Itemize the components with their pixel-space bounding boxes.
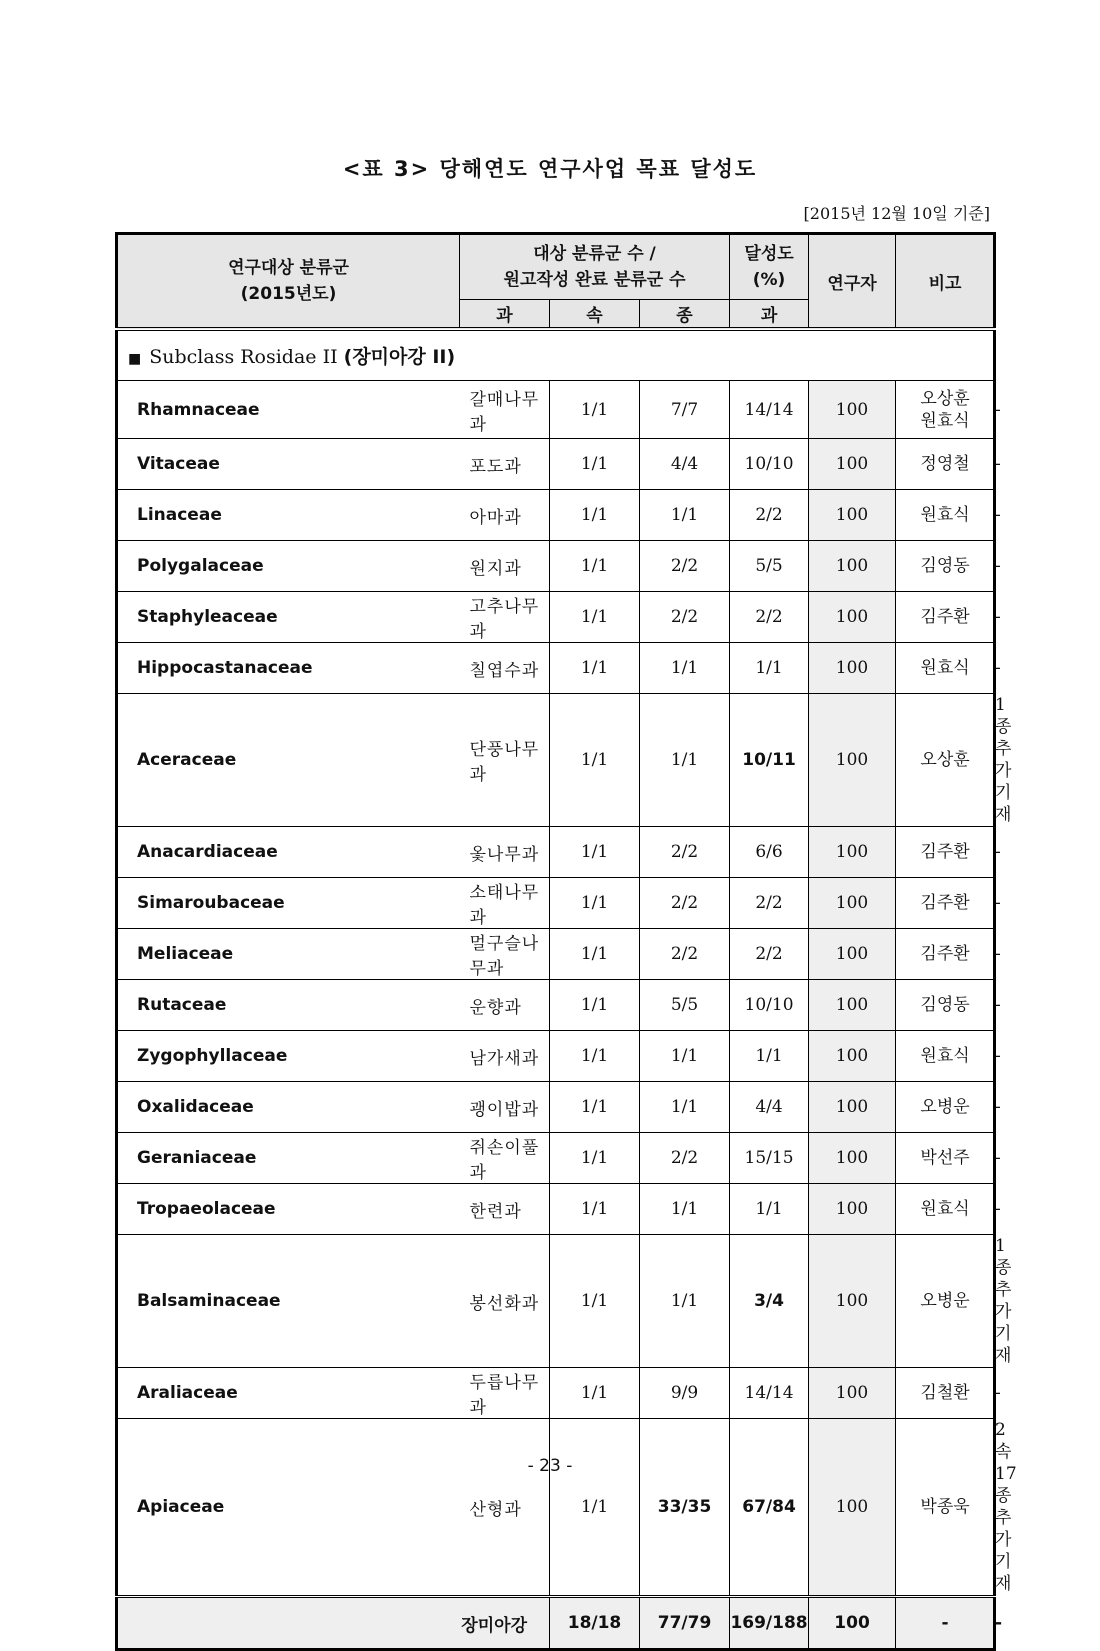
researcher-cell bbox=[896, 1235, 995, 1368]
total-row: 장미아강 18/18 77/79 169/188 100 - - bbox=[117, 1597, 995, 1650]
section-bullet-icon: ■ bbox=[128, 351, 142, 367]
researcher-cell bbox=[896, 980, 995, 1031]
family-name: Rhamnaceae bbox=[117, 381, 460, 439]
genus-count: 2/2 bbox=[640, 929, 730, 980]
researcher-name: 오병운 bbox=[920, 1291, 970, 1311]
family-name: Zygophyllaceae bbox=[117, 1031, 460, 1082]
table-row: Aceraceae 단풍나무과 1/1 1/1 10/11 100 오상훈 1종 추가 기재 bbox=[117, 694, 995, 827]
family-name: Meliaceae bbox=[117, 929, 460, 980]
total-family-count: 18/18 bbox=[550, 1597, 640, 1650]
table-row: Linaceae 아마과 1/1 1/1 2/2 100 원효식 - bbox=[117, 490, 995, 541]
researcher-cell bbox=[896, 1419, 995, 1597]
family-count: 1/1 bbox=[550, 1419, 640, 1597]
header-year: (2015년도) bbox=[240, 284, 337, 304]
achievement-rate: 100 bbox=[809, 490, 896, 541]
genus-count: 4/4 bbox=[640, 439, 730, 490]
header-remarks: 비고 bbox=[896, 234, 995, 330]
species-count: 2/2 bbox=[730, 490, 809, 541]
family-count: 1/1 bbox=[550, 381, 640, 439]
achievement-rate: 100 bbox=[809, 1184, 896, 1235]
family-korean: 단풍나무과 bbox=[460, 694, 550, 827]
achievement-rate: 100 bbox=[809, 1368, 896, 1419]
family-name: Anacardiaceae bbox=[117, 827, 460, 878]
researcher-name: 오상훈 bbox=[920, 388, 970, 409]
achievement-rate: 100 bbox=[809, 592, 896, 643]
genus-count: 2/2 bbox=[640, 541, 730, 592]
genus-count: 2/2 bbox=[640, 827, 730, 878]
table-row: Oxalidaceae 괭이밥과 1/1 1/1 4/4 100 오병운 - bbox=[117, 1082, 995, 1133]
researcher-name: 김주환 bbox=[920, 944, 970, 964]
researcher-name: 원효식 bbox=[920, 658, 970, 678]
species-count: 6/6 bbox=[730, 827, 809, 878]
family-count: 1/1 bbox=[550, 439, 640, 490]
header-sub-genus: 속 bbox=[550, 300, 640, 330]
table-row: Zygophyllaceae 남가새과 1/1 1/1 1/1 100 원효식 - bbox=[117, 1031, 995, 1082]
achievement-rate: 100 bbox=[809, 694, 896, 827]
header-sub-rate: 과 bbox=[730, 300, 809, 330]
family-name: Araliaceae bbox=[117, 1368, 460, 1419]
achievement-rate: 100 bbox=[809, 1419, 896, 1597]
table-row: Balsaminaceae 봉선화과 1/1 1/1 3/4 100 오병운 1종 추가 기재 bbox=[117, 1235, 995, 1368]
family-name: Apiaceae bbox=[117, 1419, 460, 1597]
table-row: Araliaceae 두릅나무과 1/1 9/9 14/14 100 김철환 - bbox=[117, 1368, 995, 1419]
researcher-cell bbox=[896, 1082, 995, 1133]
species-count: 10/10 bbox=[730, 439, 809, 490]
family-count: 1/1 bbox=[550, 1031, 640, 1082]
family-name: Geraniaceae bbox=[117, 1133, 460, 1184]
family-count: 1/1 bbox=[550, 643, 640, 694]
header-rate-line2: (%) bbox=[752, 270, 786, 290]
header-researcher: 연구자 bbox=[809, 234, 896, 330]
family-count: 1/1 bbox=[550, 490, 640, 541]
family-count: 1/1 bbox=[550, 694, 640, 827]
family-korean: 소태나무과 bbox=[460, 878, 550, 929]
researcher-name-2: 원효식 bbox=[920, 410, 970, 431]
family-count: 1/1 bbox=[550, 980, 640, 1031]
family-korean: 옻나무과 bbox=[460, 827, 550, 878]
species-count: 2/2 bbox=[730, 929, 809, 980]
family-name: Oxalidaceae bbox=[117, 1082, 460, 1133]
family-count: 1/1 bbox=[550, 1133, 640, 1184]
researcher-cell bbox=[896, 1133, 995, 1184]
researcher-cell bbox=[896, 381, 995, 439]
researcher-cell bbox=[896, 541, 995, 592]
researcher-cell bbox=[896, 878, 995, 929]
family-name: Simaroubaceae bbox=[117, 878, 460, 929]
achievement-rate: 100 bbox=[809, 878, 896, 929]
researcher-name: 원효식 bbox=[920, 1046, 970, 1066]
researcher-name: 원효식 bbox=[920, 505, 970, 525]
table-row: Tropaeolaceae 한련과 1/1 1/1 1/1 100 원효식 - bbox=[117, 1184, 995, 1235]
header-group bbox=[117, 234, 460, 330]
researcher-cell bbox=[896, 439, 995, 490]
genus-count: 2/2 bbox=[640, 592, 730, 643]
family-korean: 쥐손이풀과 bbox=[460, 1133, 550, 1184]
achievement-rate: 100 bbox=[809, 1031, 896, 1082]
header-sub-family: 과 bbox=[460, 300, 550, 330]
family-name: Tropaeolaceae bbox=[117, 1184, 460, 1235]
researcher-name: 김주환 bbox=[920, 842, 970, 862]
species-count: 67/84 bbox=[730, 1419, 809, 1597]
page-number: - 23 - bbox=[527, 1456, 573, 1476]
achievement-rate: 100 bbox=[809, 643, 896, 694]
total-researcher: - bbox=[896, 1597, 995, 1650]
family-name: Hippocastanaceae bbox=[117, 643, 460, 694]
species-count: 14/14 bbox=[730, 381, 809, 439]
achievement-table bbox=[115, 232, 1017, 1651]
header-group-label: 연구대상 분류군 bbox=[228, 258, 349, 278]
researcher-name: 박종욱 bbox=[920, 1497, 970, 1517]
family-count: 1/1 bbox=[550, 1235, 640, 1368]
species-count: 14/14 bbox=[730, 1368, 809, 1419]
family-count: 1/1 bbox=[550, 1184, 640, 1235]
researcher-cell bbox=[896, 929, 995, 980]
family-count: 1/1 bbox=[550, 592, 640, 643]
researcher-name: 정영철 bbox=[920, 454, 970, 474]
genus-count: 1/1 bbox=[640, 643, 730, 694]
date-note: [2015년 12월 10일 기준] bbox=[803, 204, 990, 223]
table-row: Polygalaceae 원지과 1/1 2/2 5/5 100 김영동 - bbox=[117, 541, 995, 592]
table-title: <표 3> 당해연도 연구사업 목표 달성도 bbox=[342, 157, 758, 181]
species-count: 1/1 bbox=[730, 1184, 809, 1235]
header-rate-line1: 달성도 bbox=[744, 244, 794, 264]
family-korean: 산형과 bbox=[460, 1419, 550, 1597]
table-row: Apiaceae 산형과 1/1 33/35 67/84 100 박종욱 2속 17종 추가 기재 bbox=[117, 1419, 995, 1597]
achievement-rate: 100 bbox=[809, 381, 896, 439]
family-name: Vitaceae bbox=[117, 439, 460, 490]
researcher-name: 오병운 bbox=[920, 1097, 970, 1117]
header-rate bbox=[730, 234, 809, 300]
family-korean: 멀구슬나무과 bbox=[460, 929, 550, 980]
family-korean: 괭이밥과 bbox=[460, 1082, 550, 1133]
genus-count: 1/1 bbox=[640, 694, 730, 827]
family-name: Staphyleaceae bbox=[117, 592, 460, 643]
genus-count: 2/2 bbox=[640, 878, 730, 929]
researcher-cell bbox=[896, 643, 995, 694]
header-counts bbox=[460, 234, 730, 300]
family-count: 1/1 bbox=[550, 878, 640, 929]
genus-count: 2/2 bbox=[640, 1133, 730, 1184]
researcher-cell bbox=[896, 1184, 995, 1235]
family-korean: 갈매나무과 bbox=[460, 381, 550, 439]
family-korean: 원지과 bbox=[460, 541, 550, 592]
genus-count: 1/1 bbox=[640, 1184, 730, 1235]
table-row: Geraniaceae 쥐손이풀과 1/1 2/2 15/15 100 박선주 - bbox=[117, 1133, 995, 1184]
header-counts-line1: 대상 분류군 수 / bbox=[533, 244, 656, 264]
species-count: 5/5 bbox=[730, 541, 809, 592]
family-korean: 남가새과 bbox=[460, 1031, 550, 1082]
section-label: Subclass Rosidae II bbox=[149, 346, 338, 368]
family-name: Aceraceae bbox=[117, 694, 460, 827]
species-count: 1/1 bbox=[730, 643, 809, 694]
species-count: 10/11 bbox=[730, 694, 809, 827]
researcher-name: 원효식 bbox=[920, 1199, 970, 1219]
section-korean: (장미아강 II) bbox=[343, 346, 456, 368]
family-name: Rutaceae bbox=[117, 980, 460, 1031]
achievement-rate: 100 bbox=[809, 980, 896, 1031]
species-count: 10/10 bbox=[730, 980, 809, 1031]
researcher-name: 김철환 bbox=[920, 1383, 970, 1403]
family-name: Balsaminaceae bbox=[117, 1235, 460, 1368]
researcher-cell bbox=[896, 490, 995, 541]
total-label: 장미아강 bbox=[117, 1597, 550, 1650]
researcher-cell bbox=[896, 694, 995, 827]
header-counts-line2: 원고작성 완료 분류군 수 bbox=[503, 270, 686, 290]
species-count: 4/4 bbox=[730, 1082, 809, 1133]
table-row: Rhamnaceae 갈매나무과 1/1 7/7 14/14 100 오상훈 원효식 - bbox=[117, 381, 995, 439]
total-species-count: 169/188 bbox=[730, 1597, 809, 1650]
researcher-cell bbox=[896, 1368, 995, 1419]
genus-count: 1/1 bbox=[640, 1235, 730, 1368]
researcher-name: 김주환 bbox=[920, 607, 970, 627]
achievement-rate: 100 bbox=[809, 1133, 896, 1184]
family-korean: 고추나무과 bbox=[460, 592, 550, 643]
researcher-name: 김영동 bbox=[920, 556, 970, 576]
achievement-rate: 100 bbox=[809, 1235, 896, 1368]
genus-count: 1/1 bbox=[640, 1082, 730, 1133]
genus-count: 7/7 bbox=[640, 381, 730, 439]
researcher-name: 김영동 bbox=[920, 995, 970, 1015]
table-row: Anacardiaceae 옻나무과 1/1 2/2 6/6 100 김주환 - bbox=[117, 827, 995, 878]
family-count: 1/1 bbox=[550, 929, 640, 980]
family-count: 1/1 bbox=[550, 1082, 640, 1133]
species-count: 15/15 bbox=[730, 1133, 809, 1184]
achievement-rate: 100 bbox=[809, 827, 896, 878]
genus-count: 33/35 bbox=[640, 1419, 730, 1597]
table-row: Staphyleaceae 고추나무과 1/1 2/2 2/2 100 김주환 - bbox=[117, 592, 995, 643]
total-genus-count: 77/79 bbox=[640, 1597, 730, 1650]
genus-count: 1/1 bbox=[640, 490, 730, 541]
family-korean: 운향과 bbox=[460, 980, 550, 1031]
genus-count: 1/1 bbox=[640, 1031, 730, 1082]
family-korean: 봉선화과 bbox=[460, 1235, 550, 1368]
achievement-rate: 100 bbox=[809, 1082, 896, 1133]
researcher-name: 오상훈 bbox=[920, 750, 970, 770]
researcher-cell bbox=[896, 592, 995, 643]
family-korean: 아마과 bbox=[460, 490, 550, 541]
researcher-name: 박선주 bbox=[920, 1148, 970, 1168]
table-row: Meliaceae 멀구슬나무과 1/1 2/2 2/2 100 김주환 - bbox=[117, 929, 995, 980]
family-korean: 칠엽수과 bbox=[460, 643, 550, 694]
family-count: 1/1 bbox=[550, 1368, 640, 1419]
researcher-cell bbox=[896, 827, 995, 878]
researcher-name: 김주환 bbox=[920, 893, 970, 913]
species-count: 2/2 bbox=[730, 592, 809, 643]
family-name: Polygalaceae bbox=[117, 541, 460, 592]
family-korean: 포도과 bbox=[460, 439, 550, 490]
total-rate: 100 bbox=[809, 1597, 896, 1650]
family-korean: 두릅나무과 bbox=[460, 1368, 550, 1419]
table-row: Simaroubaceae 소태나무과 1/1 2/2 2/2 100 김주환 - bbox=[117, 878, 995, 929]
section-heading bbox=[117, 329, 995, 381]
family-count: 1/1 bbox=[550, 541, 640, 592]
achievement-rate: 100 bbox=[809, 541, 896, 592]
species-count: 1/1 bbox=[730, 1031, 809, 1082]
researcher-cell bbox=[896, 1031, 995, 1082]
genus-count: 5/5 bbox=[640, 980, 730, 1031]
species-count: 3/4 bbox=[730, 1235, 809, 1368]
genus-count: 9/9 bbox=[640, 1368, 730, 1419]
family-name: Linaceae bbox=[117, 490, 460, 541]
table-row: Rutaceae 운향과 1/1 5/5 10/10 100 김영동 - bbox=[117, 980, 995, 1031]
species-count: 2/2 bbox=[730, 878, 809, 929]
family-count: 1/1 bbox=[550, 827, 640, 878]
achievement-rate: 100 bbox=[809, 929, 896, 980]
table-row: Hippocastanaceae 칠엽수과 1/1 1/1 1/1 100 원효식 - bbox=[117, 643, 995, 694]
header-sub-species: 종 bbox=[640, 300, 730, 330]
family-korean: 한련과 bbox=[460, 1184, 550, 1235]
achievement-rate: 100 bbox=[809, 439, 896, 490]
table-row: Vitaceae 포도과 1/1 4/4 10/10 100 정영철 - bbox=[117, 439, 995, 490]
